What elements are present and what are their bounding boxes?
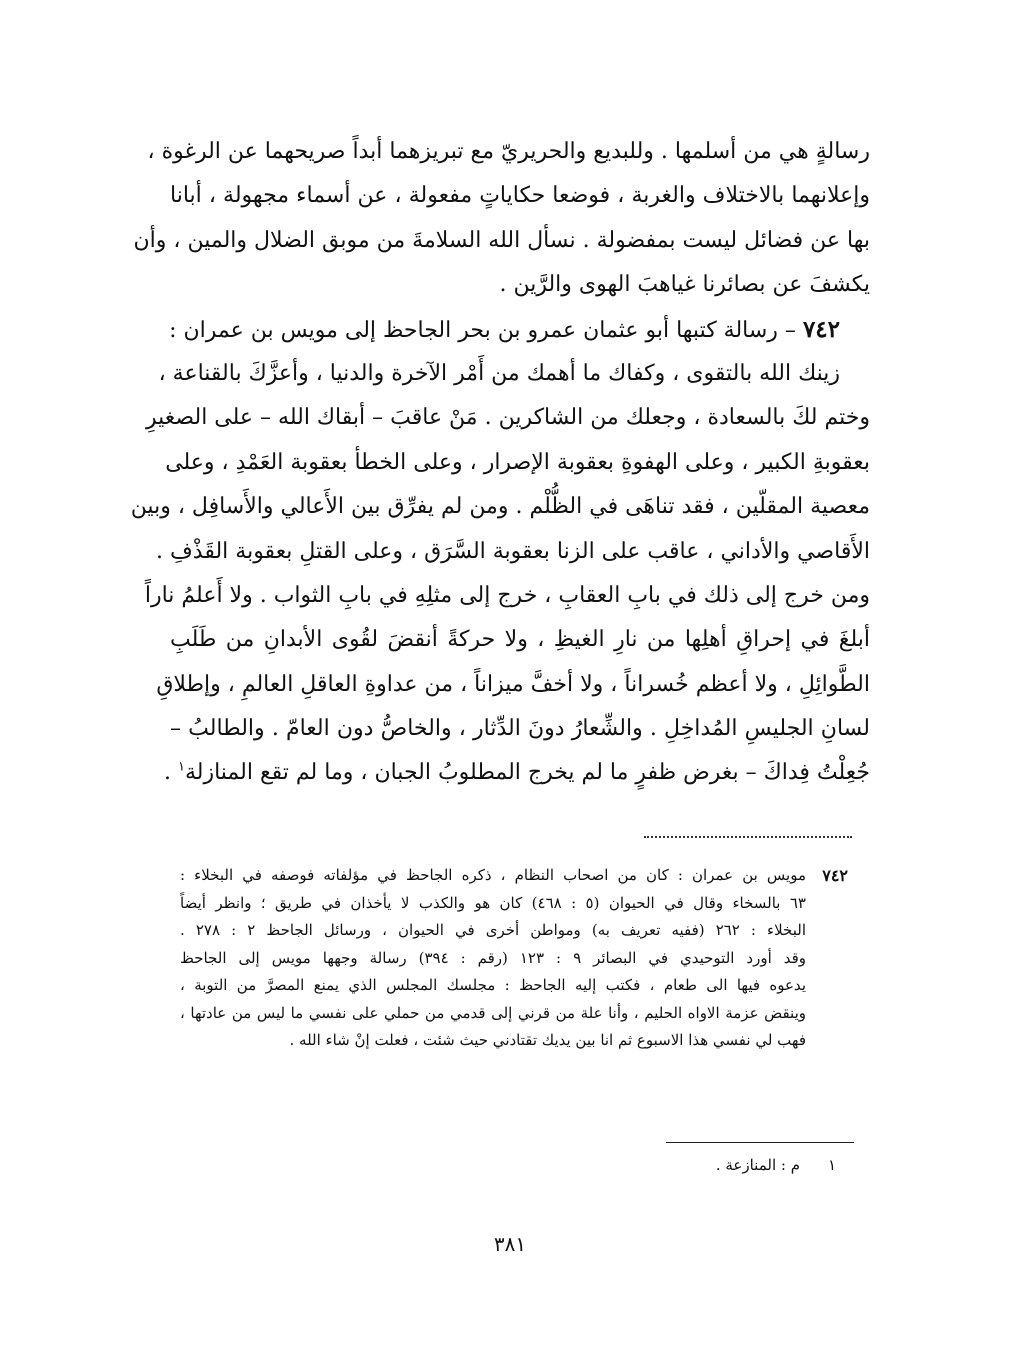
entry-number: ٧٤٢ xyxy=(802,315,840,343)
text-line: بها عن فضائل ليست بمفضولة . نسأل الله السلامةَ من موبق الضلال والمين ، وأن xyxy=(133,227,870,253)
letter-line: جُعِلْتُ فِداكَ – بغرض ظفرٍ ما لم يخرج المطلوبُ الجبان ، وما لم تقع المنازلة xyxy=(184,760,870,786)
entry-heading-line xyxy=(170,308,870,352)
page-number: ٣٨١ xyxy=(493,1232,527,1256)
footnote xyxy=(716,1154,836,1176)
main-text-block xyxy=(130,130,870,796)
commentary-note xyxy=(180,862,848,1055)
text-line: وإعلانهما بالاختلاف والغربة ، فوضعا حكاياتٍ مفعولة ، عن أسماء مجهولة ، أبانا xyxy=(170,183,870,209)
text-line: رسالةٍ هي من أسلمها . وللبديع والحريريّ مع تبريزهما أبداً صريحهما عن الرغوة ، xyxy=(147,139,870,164)
letter-line: معصية المقلّين ، فقد تناهَى في الظُّلْم . ومن لم يفرِّق بين الأَعالي والأَسافِل ، وبين xyxy=(130,494,870,520)
note-number: ٧٤٢ xyxy=(822,866,848,885)
letter-line: الأَقاصي والأداني ، عاقب على الزنا بعقوبة السَّرَق ، وعلى القتلِ بعقوبة القَذْفِ . xyxy=(156,538,870,564)
note-line: ٦٣ بالسخاء وقال في الحيوان (٥ : ٤٦٨) كان هو والكذب لا يأخذان في طريق ؛ وانظر أيضاً xyxy=(180,893,806,912)
note-line: وقد أورد التوحيدي في البصائر ٩ : ١٢٣ (رقم : ٣٩٤) رسالة وجهها مويس إلى الجاحظ xyxy=(180,948,807,967)
letter-line: زينك الله بالتقوى ، وكفاك ما أهمك من أَمْر الآخرة والدنيا ، وأعزَّكَ بالقناعة ، xyxy=(158,360,840,386)
note-line xyxy=(180,862,848,890)
footnote-divider xyxy=(666,1142,854,1143)
letter-line: أبلغَ في إحراقِ أهلِها من نارِ الغيظِ ، ولا حركةً أنقضَ لقُوى الأبدانِ من طَلَبِ xyxy=(170,627,870,653)
note-line: البخلاء : ٢٦٢ (ففيه تعريف به) ومواطن أخرى في الحيوان ، ورسائل الجاحظ ٢ : ٢٧٨ . xyxy=(180,921,806,939)
entry-heading: – رسالة كتبها أبو عثمان عمرو بن بحر الجاحظ إلى مويس بن عمران : xyxy=(169,317,796,343)
note-line: فهب لي نفسي هذا الاسبوع ثم انا بين يديك تقتادني حيث شئت ، فعلت إنْ شاء الله . xyxy=(289,1031,806,1049)
note-line: يدعوه فيها الى طعام ، فكتب إليه الجاحظ : مجلسك المجلس الذي يمنع المصرَّ من التوبة ، xyxy=(180,976,806,994)
letter-line: الطَّوائِلِ ، ولا أعظم خُسراناً ، ولا أخفَّ ميزاناً ، من عداوةِ العاقلِ العالمِ ، وإطلاقِ xyxy=(156,671,870,697)
footnote-number: ١ xyxy=(827,1156,836,1174)
letter-line: ومن خرج إلى ذلك في بابِ العقابِ ، خرج إلى مثلِهِ في بابِ الثواب . ولا أَعلمُ ناراً xyxy=(144,582,870,608)
letter-end-punct: . xyxy=(163,760,178,786)
letter-last-line xyxy=(163,751,870,795)
letter-line: وختم لكَ بالسعادة ، وجعلك من الشاكرين . مَنْ عاقبَ – أبقاك الله – على الصغيرِ xyxy=(146,405,870,431)
footnote-text: م : المنازعة . xyxy=(715,1156,800,1174)
notes-divider xyxy=(644,836,852,838)
letter-line: بعقوبةِ الكبير ، وعلى الهفوةِ بعقوبة الإصرار ، وعلى الخطأ بعقوبة العَمْدِ ، وعلى xyxy=(165,449,870,475)
letter-line: لسانِ الجليسِ المُداخِلِ . والشِّعارُ دونَ الدِّثار ، والخاصُّ دون العامّ . والطالبُ – xyxy=(170,716,870,742)
note-line: وينقض عزمة الاواه الحليم ، وأنا علة من قرني إلى قدمي من حملي على نفسي ما ليس من عادتها ، xyxy=(180,1003,806,1022)
note-text: مويس بن عمران : كان من اصحاب النظام ، ذكره الجاحظ في مؤلفاته فوصفه في البخلاء : xyxy=(180,866,806,884)
footnote-marker: ١ xyxy=(177,760,185,776)
text-line: يكشفَ عن بصائرنا غياهبَ الهوى والرَّين . xyxy=(499,272,870,298)
